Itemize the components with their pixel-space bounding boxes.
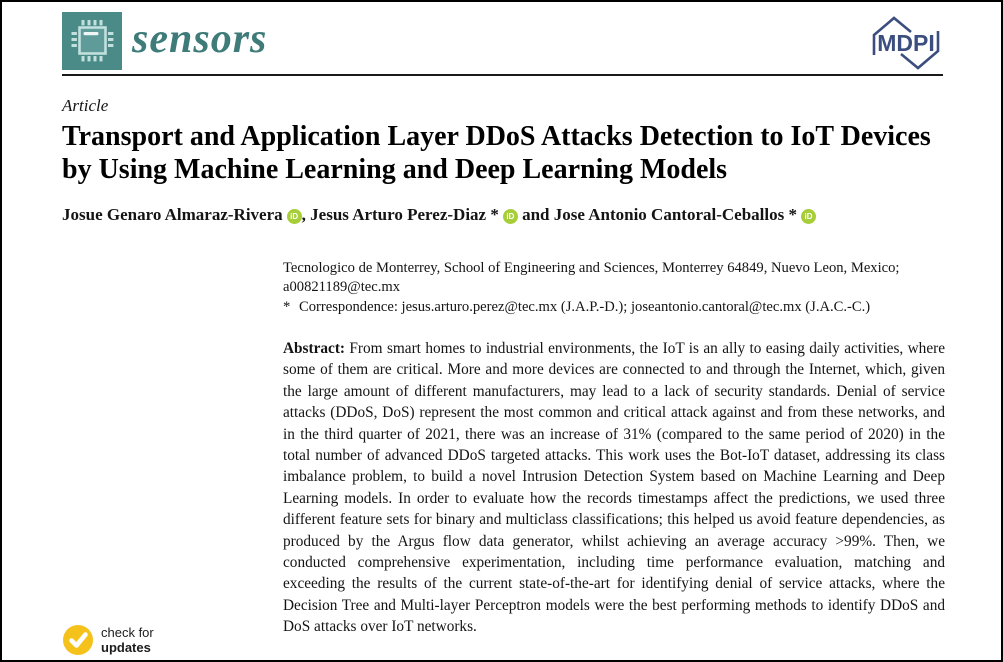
authors-line: [62, 205, 946, 225]
author-separator: ,: [301, 205, 311, 224]
correspondence-text[interactable]: Correspondence: jesus.arturo.perez@tec.mx (J.A.P.-D.); joseantonio.cantoral@tec.mx (J.A.C.-C.): [299, 298, 871, 315]
abstract: [283, 338, 945, 638]
affiliation-line: Tecnologico de Monterrey, School of Engineering and Sciences, Monterrey 64849, Nuevo Leon, Mexico;: [283, 260, 900, 276]
article-type-label: Article: [62, 96, 109, 115]
orcid-icon[interactable]: iD: [503, 209, 518, 224]
corresponding-marker: *: [486, 205, 499, 224]
checkmark-icon: [62, 624, 94, 656]
check-for-updates-line2: updates: [101, 640, 151, 655]
mdpi-wordmark: MDPI: [877, 30, 935, 56]
sensors-logo: [62, 12, 122, 70]
author-name: Josue Genaro Almaraz-Rivera: [62, 205, 283, 224]
check-for-updates-line1: check for: [101, 625, 154, 640]
journal-title: sensors: [132, 16, 268, 62]
check-for-updates-badge[interactable]: [62, 624, 154, 656]
chip-icon: [62, 57, 122, 74]
affiliation-block: [283, 259, 945, 317]
abstract-text: From smart homes to industrial environments, the IoT is an ally to easing daily activities, where some of them are critical. More and more devices are connected to and through the Internet, which, given the large amount of different manufacturers, may lead to a lack of security standards. Denial of service attacks (DDoS, DoS) represent the most common and critical attack against and from these networks, and in the third quarter of 2021, there was an increase of 31% (compared to the same period of 2020) in the total number of advanced DDoS targeted attacks. This work uses the Bot-IoT dataset, addressing its class imbalance problem, to build a novel Intrusion Detection System based on Machine Learning and Deep Learning models. In order to evaluate how the records timestamps affect the predictions, we used three different feature sets for binary and multiclass classifications; this helped us avoid feature dependencies, as produced by the Argus flow data generator, whilst achieving an average accuracy >99%. Then, we conducted comprehensive experimentation, including time performance evaluation, matching and exceeding the results of the current state-of-the-art for identifying denial of service attacks, where the Decision Tree and Multi-layer Perceptron models were the best performing methods to identify DDoS and DoS attacks over IoT networks.: [283, 340, 945, 636]
mdpi-logo[interactable]: [868, 14, 944, 72]
author-name: Jose Antonio Cantoral-Ceballos: [553, 205, 785, 224]
corresponding-marker: *: [784, 205, 797, 224]
affiliation-email[interactable]: a00821189@tec.mx: [283, 279, 401, 296]
author-name: Jesus Arturo Perez-Diaz: [310, 205, 487, 224]
abstract-label: Abstract:: [283, 340, 346, 357]
correspondence-line: [283, 298, 945, 317]
orcid-icon[interactable]: iD: [287, 209, 302, 224]
check-for-updates-label: [101, 625, 154, 655]
header-divider: [62, 74, 943, 76]
correspondence-marker: *: [283, 298, 291, 315]
orcid-icon[interactable]: iD: [801, 209, 816, 224]
author-separator: and: [517, 205, 554, 224]
page-title: Transport and Application Layer DDoS Attacks Detection to IoT Devices by Using Machine Learning and Deep Learning Models: [62, 121, 931, 185]
